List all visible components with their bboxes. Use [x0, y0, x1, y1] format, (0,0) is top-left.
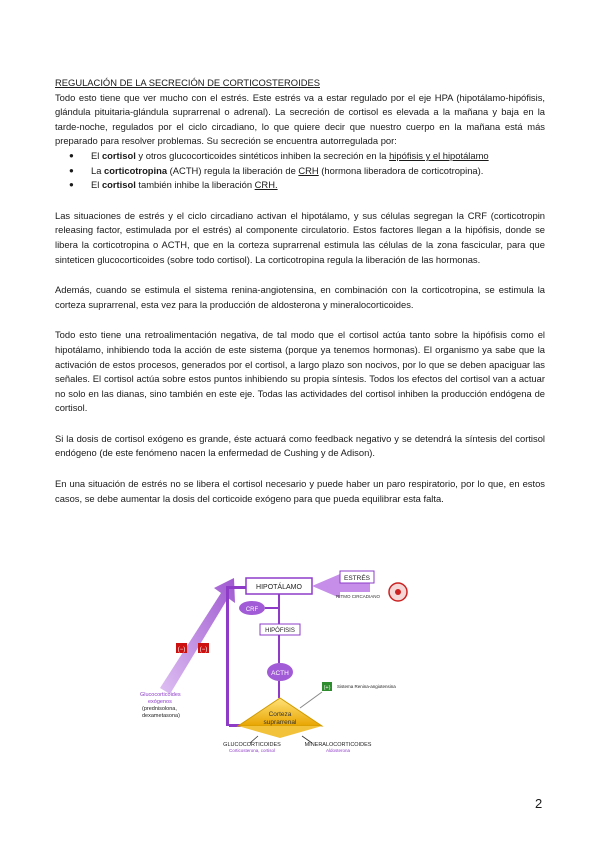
regulation-list: [55, 149, 545, 193]
paragraph-stress-dose: En una situación de estrés no se libera el cortisol necesario y puede haber un paro respiratorio, por lo que, en estos casos, se debe aumentar la dosis del corticoide exógeno para que pueda equilibrar esta falta.: [55, 478, 545, 504]
page-number: 2: [535, 796, 543, 811]
corteza-label-2: suprarrenal: [263, 719, 297, 726]
glucocorticoides-output: GLUCOCORTICOIDES: [223, 742, 281, 748]
svg-text:(−): (−): [177, 647, 186, 653]
hipofisis-label: HIPÓFISIS: [265, 628, 295, 634]
list-item: ● El cortisol también inhibe la liberación CRH.: [91, 178, 545, 193]
list-item: ● La corticotropina (ACTH) regula la liberación de CRH (hormona liberadora de corticotropina).: [91, 164, 545, 179]
section-heading: REGULACIÓN DE LA SECRECIÓN DE CORTICOSTEROIDES: [55, 77, 320, 88]
paragraph-exogenous: Si la dosis de cortisol exógeno es grande, éste actuará como feedback negativo y se detendrá la síntesis del cortisol endógeno (de este fenómeno nacen la enfermedad de Cushing y de Adison).: [55, 432, 545, 459]
list-item: ● El cortisol y otros glucocorticoides sintéticos inhiben la secreción en la hipófisis y el hipotálamo: [91, 149, 545, 164]
corteza-label-1: Corteza: [268, 711, 292, 718]
paragraph-stress: Las situaciones de estrés y el ciclo circadiano activan el hipotálamo, y sus células segregan la CRF (corticotropin releasing factor, estimulada por el estrés) al componente circulatorio. Estos factores llegan a la hipófisis, donde se libera la corticotropina o ACTH, que en la corteza suprarrenal estimula las células de la zona fascicular, para que sinteticen glucocorticoides (sobre todo cortisol). La corticotropina regula la liberación de las hormonas.: [55, 209, 545, 265]
paragraph-renin: Además, cuando se estimula el sistema renina-angiotensina, en combinación con la corticotropina, se estimula la corteza suprarrenal, esta vez para la producción de aldosterona y mineralocorticoides.: [55, 284, 545, 310]
paragraph-feedback: Todo esto tiene una retroalimentación negativa, de tal modo que el cortisol actúa tanto sobre la hipófisis como el hipotálamo, inhibiendo toda la acción de este sistema (porque ya tenemos hormonas). El organismo ya sabe que la activación de estos procesos, generados por el cortisol, a largo plazo son nocivos, por lo que se deben apaciguar las señales. El cortisol actúa sobre estos puntos inhibiendo su propia síntesis. Todos los efectos del cortisol van a actuar no solo en las dianas, sino también en este eje. Todas las actividades del cortisol inhiben la producción endógena de cortisol.: [55, 329, 545, 414]
hpa-axis-diagram: [140, 568, 430, 753]
svg-text:(+): (+): [323, 685, 331, 691]
intro-paragraph: Todo esto tiene que ver mucho con el estrés. Este estrés va a estar regulado por el eje HPA (hipotálamo-hipófisis, glándula pituitaria-glándula suprarrenal o adrenal). La secreción de cortisol es elevada a la mañana y baja en la tarde-noche, regulados por el ciclo circadiano, lo que quiere decir que nuestro cuerpo en la mañana está más preparado para resolver problemas. Su secreción se encuentra autorregulada por:: [55, 91, 545, 147]
acth-label: ACTH: [271, 670, 289, 677]
mineralocorticoides-output-sub: Aldosterona: [325, 748, 351, 753]
hipotalamo-label: HIPOTÁLAMO: [256, 584, 302, 591]
crf-label: CRF: [245, 607, 259, 613]
estres-label: ESTRÉS: [343, 575, 371, 582]
gluco-exogenous-label: Glucocorticoides exógenos (prednisolona, dexametasona): [140, 692, 181, 719]
renina-label: Sistema Renina-angiotensina: [337, 684, 396, 689]
ritmo-label: RITMO CIRCADIANO: [336, 594, 381, 599]
exogenous-arrow: [160, 578, 235, 694]
document-body: [55, 76, 545, 506]
glucocorticoides-output-sub: Corticosterona, cortisol: [228, 748, 276, 753]
svg-text:(−): (−): [199, 647, 208, 653]
mineralocorticoides-output: MINERALOCORTICOIDES: [304, 742, 372, 748]
